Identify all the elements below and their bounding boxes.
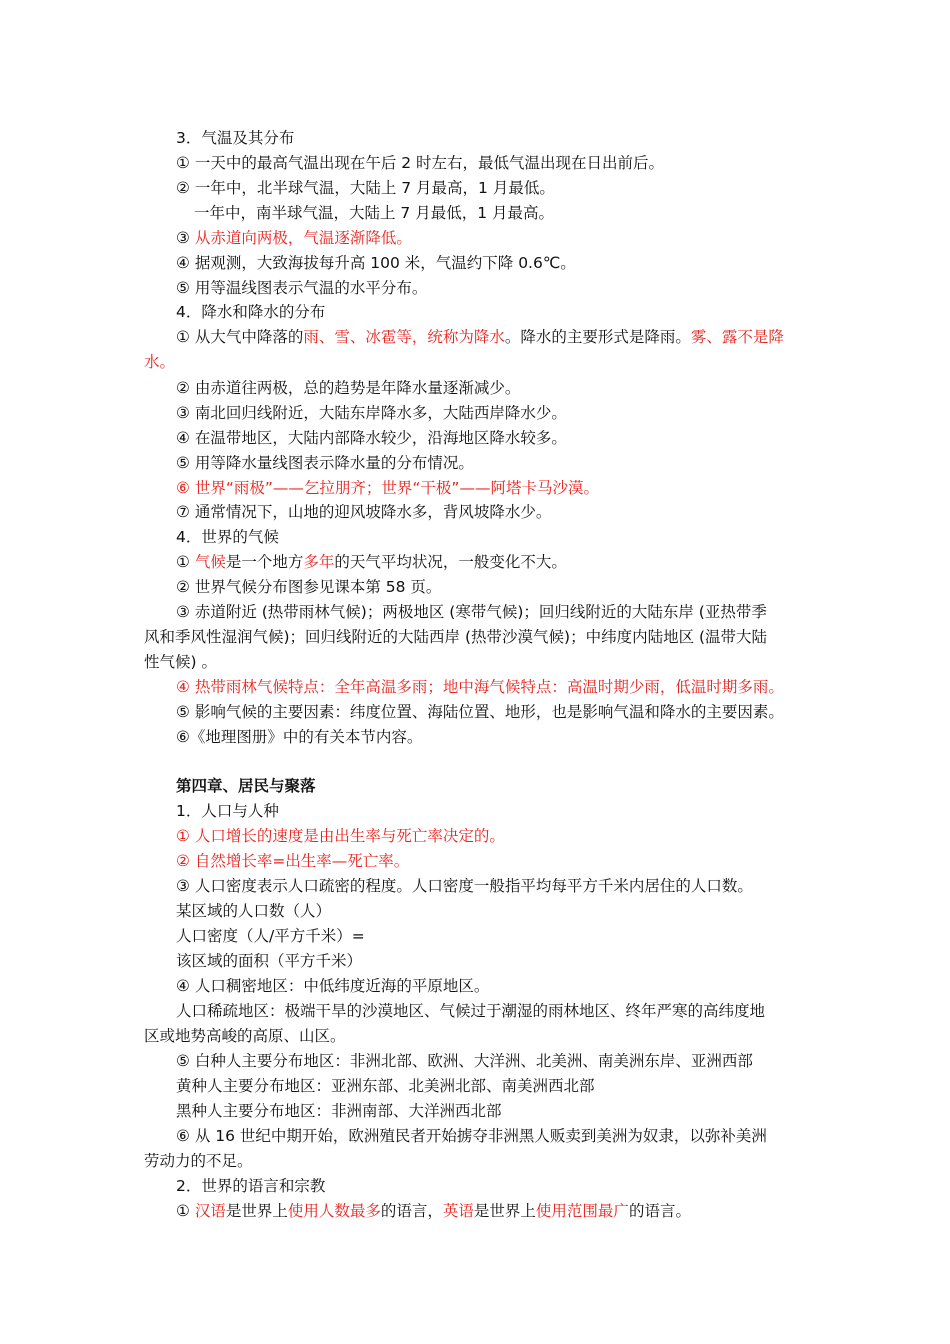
highlighted-text: 雨、雪、冰雹等，统称为降水 (303, 328, 505, 346)
paragraph-line: 黄种人主要分布地区：亚洲东部、北美洲北部、南美洲西北部 (176, 1077, 595, 1095)
paragraph-line: ⑥《地理图册》中的有关本节内容。 (176, 728, 423, 746)
list-marker: ① (176, 553, 195, 571)
formula-numerator: 某区域的人口数（人） (176, 902, 332, 920)
formula-denominator: 该区域的面积（平方千米） (176, 952, 363, 970)
paragraph-line: ④ 据观测，大致海拔每升高 100 米，气温约下降 0.6℃。 (176, 254, 576, 272)
list-marker: ③ (176, 229, 195, 247)
paragraph-line: ④ 人口稠密地区：中低纬度近海的平原地区。 (176, 977, 490, 995)
paragraph-line: 区或地势高峻的高原、山区。 (144, 1027, 346, 1045)
paragraph-line: ⑦ 通常情况下，山地的迎风坡降水多，背风坡降水少。 (176, 503, 552, 521)
formula-label: 人口密度（人/平方千米）= (176, 927, 365, 945)
highlighted-text: 使用人数最多 (287, 1202, 381, 1220)
paragraph-line: ② 由赤道往两极，总的趋势是年降水量逐渐减少。 (176, 379, 521, 397)
paragraph-line (176, 1201, 691, 1221)
text-span: 是一个地方 (225, 553, 304, 571)
paragraph-line: ③ 赤道附近 (热带雨林气候)；两极地区 (寒带气候)；回归线附近的大陆东岸 (亚热带季 (176, 603, 767, 621)
paragraph-line: ③ 人口密度表示人口疏密的程度。人口密度一般指平均每平方千米内居住的人口数。 (176, 877, 753, 895)
highlighted-text: 气候 (194, 553, 226, 571)
paragraph-line: 风和季风性湿润气候)；回归线附近的大陆西岸 (热带沙漠气候)；中纬度内陆地区 (温带大陆 (144, 628, 768, 646)
text-span: 的语言， (380, 1202, 443, 1220)
paragraph-line (176, 552, 567, 572)
section-heading-precipitation: 4．降水和降水的分布 (176, 303, 326, 321)
paragraph-line: ③ 南北回归线附近，大陆东岸降水多，大陆西岸降水少。 (176, 404, 567, 422)
paragraph-line: 人口稀疏地区：极端干旱的沙漠地区、气候过于潮湿的雨林地区、终年严寒的高纬度地 (176, 1002, 766, 1020)
paragraph-line (176, 228, 412, 248)
text-span: 。降水的主要形式是降雨。 (504, 328, 691, 346)
highlighted-text: 多年 (303, 553, 335, 571)
paragraph-line: ① 一天中的最高气温出现在午后 2 时左右，最低气温出现在日出前后。 (176, 154, 665, 172)
list-marker: ① (176, 1202, 195, 1220)
highlighted-text: 从赤道向两极，气温逐渐降低。 (194, 229, 412, 247)
highlighted-line: ④ 热带雨林气候特点：全年高温多雨；地中海气候特点：高温时期少雨，低温时期多雨。 (176, 678, 784, 696)
paragraph-line: 一年中，南半球气温，大陆上 7 月最低，1 月最高。 (194, 204, 555, 222)
paragraph-line: ② 世界气候分布图参见课本第 58 页。 (176, 578, 442, 596)
text-span: 的天气平均状况，一般变化不大。 (334, 553, 567, 571)
paragraph-line: ⑤ 影响气候的主要因素：纬度位置、海陆位置、地形，也是影响气温和降水的主要因素。 (176, 703, 784, 721)
section-heading-population: 1．人口与人种 (176, 802, 279, 820)
highlighted-text: 使用范围最广 (535, 1202, 629, 1220)
paragraph-line: ② 一年中，北半球气温，大陆上 7 月最高，1 月最低。 (176, 179, 555, 197)
text-span: 是世界上 (473, 1202, 536, 1220)
paragraph-line (176, 327, 784, 347)
section-heading-temperature: 3．气温及其分布 (176, 129, 295, 147)
section-heading-climate: 4．世界的气候 (176, 528, 279, 546)
paragraph-line: ⑥ 从 16 世纪中期开始，欧洲殖民者开始掳夺非洲黑人贩卖到美洲为奴隶，以弥补美洲 (176, 1127, 767, 1145)
highlighted-text: 雾、露不是降 (690, 328, 784, 346)
paragraph-line: ⑤ 用等温线图表示气温的水平分布。 (176, 279, 428, 297)
highlighted-line: ⑥ 世界“雨极”——乞拉朋齐；世界“干极”——阿塔卡马沙漠。 (176, 479, 599, 497)
highlighted-line: ① 人口增长的速度是由出生率与死亡率决定的。 (176, 827, 505, 845)
paragraph-line: ⑤ 白种人主要分布地区：非洲北部、欧洲、大洋洲、北美洲、南美洲东岸、亚洲西部 (176, 1052, 753, 1070)
text-span: 是世界上 (225, 1202, 288, 1220)
highlighted-text: 英语 (442, 1202, 474, 1220)
text-span: ① 从大气中降落的 (176, 328, 304, 346)
paragraph-line: 性气候) 。 (144, 653, 217, 671)
chapter-title: 第四章、居民与聚落 (176, 777, 316, 795)
paragraph-line: 水。 (144, 353, 176, 371)
paragraph-line: ④ 在温带地区，大陆内部降水较少，沿海地区降水较多。 (176, 429, 567, 447)
paragraph-line: 黑种人主要分布地区：非洲南部、大洋洲西北部 (176, 1102, 502, 1120)
highlighted-line: ② 自然增长率=出生率—死亡率。 (176, 852, 410, 870)
highlighted-text: 汉语 (194, 1202, 226, 1220)
section-heading-language-religion: 2．世界的语言和宗教 (176, 1177, 326, 1195)
text-span: 的语言。 (628, 1202, 691, 1220)
paragraph-line: 劳动力的不足。 (144, 1152, 253, 1170)
paragraph-line: ⑤ 用等降水量线图表示降水量的分布情况。 (176, 454, 474, 472)
